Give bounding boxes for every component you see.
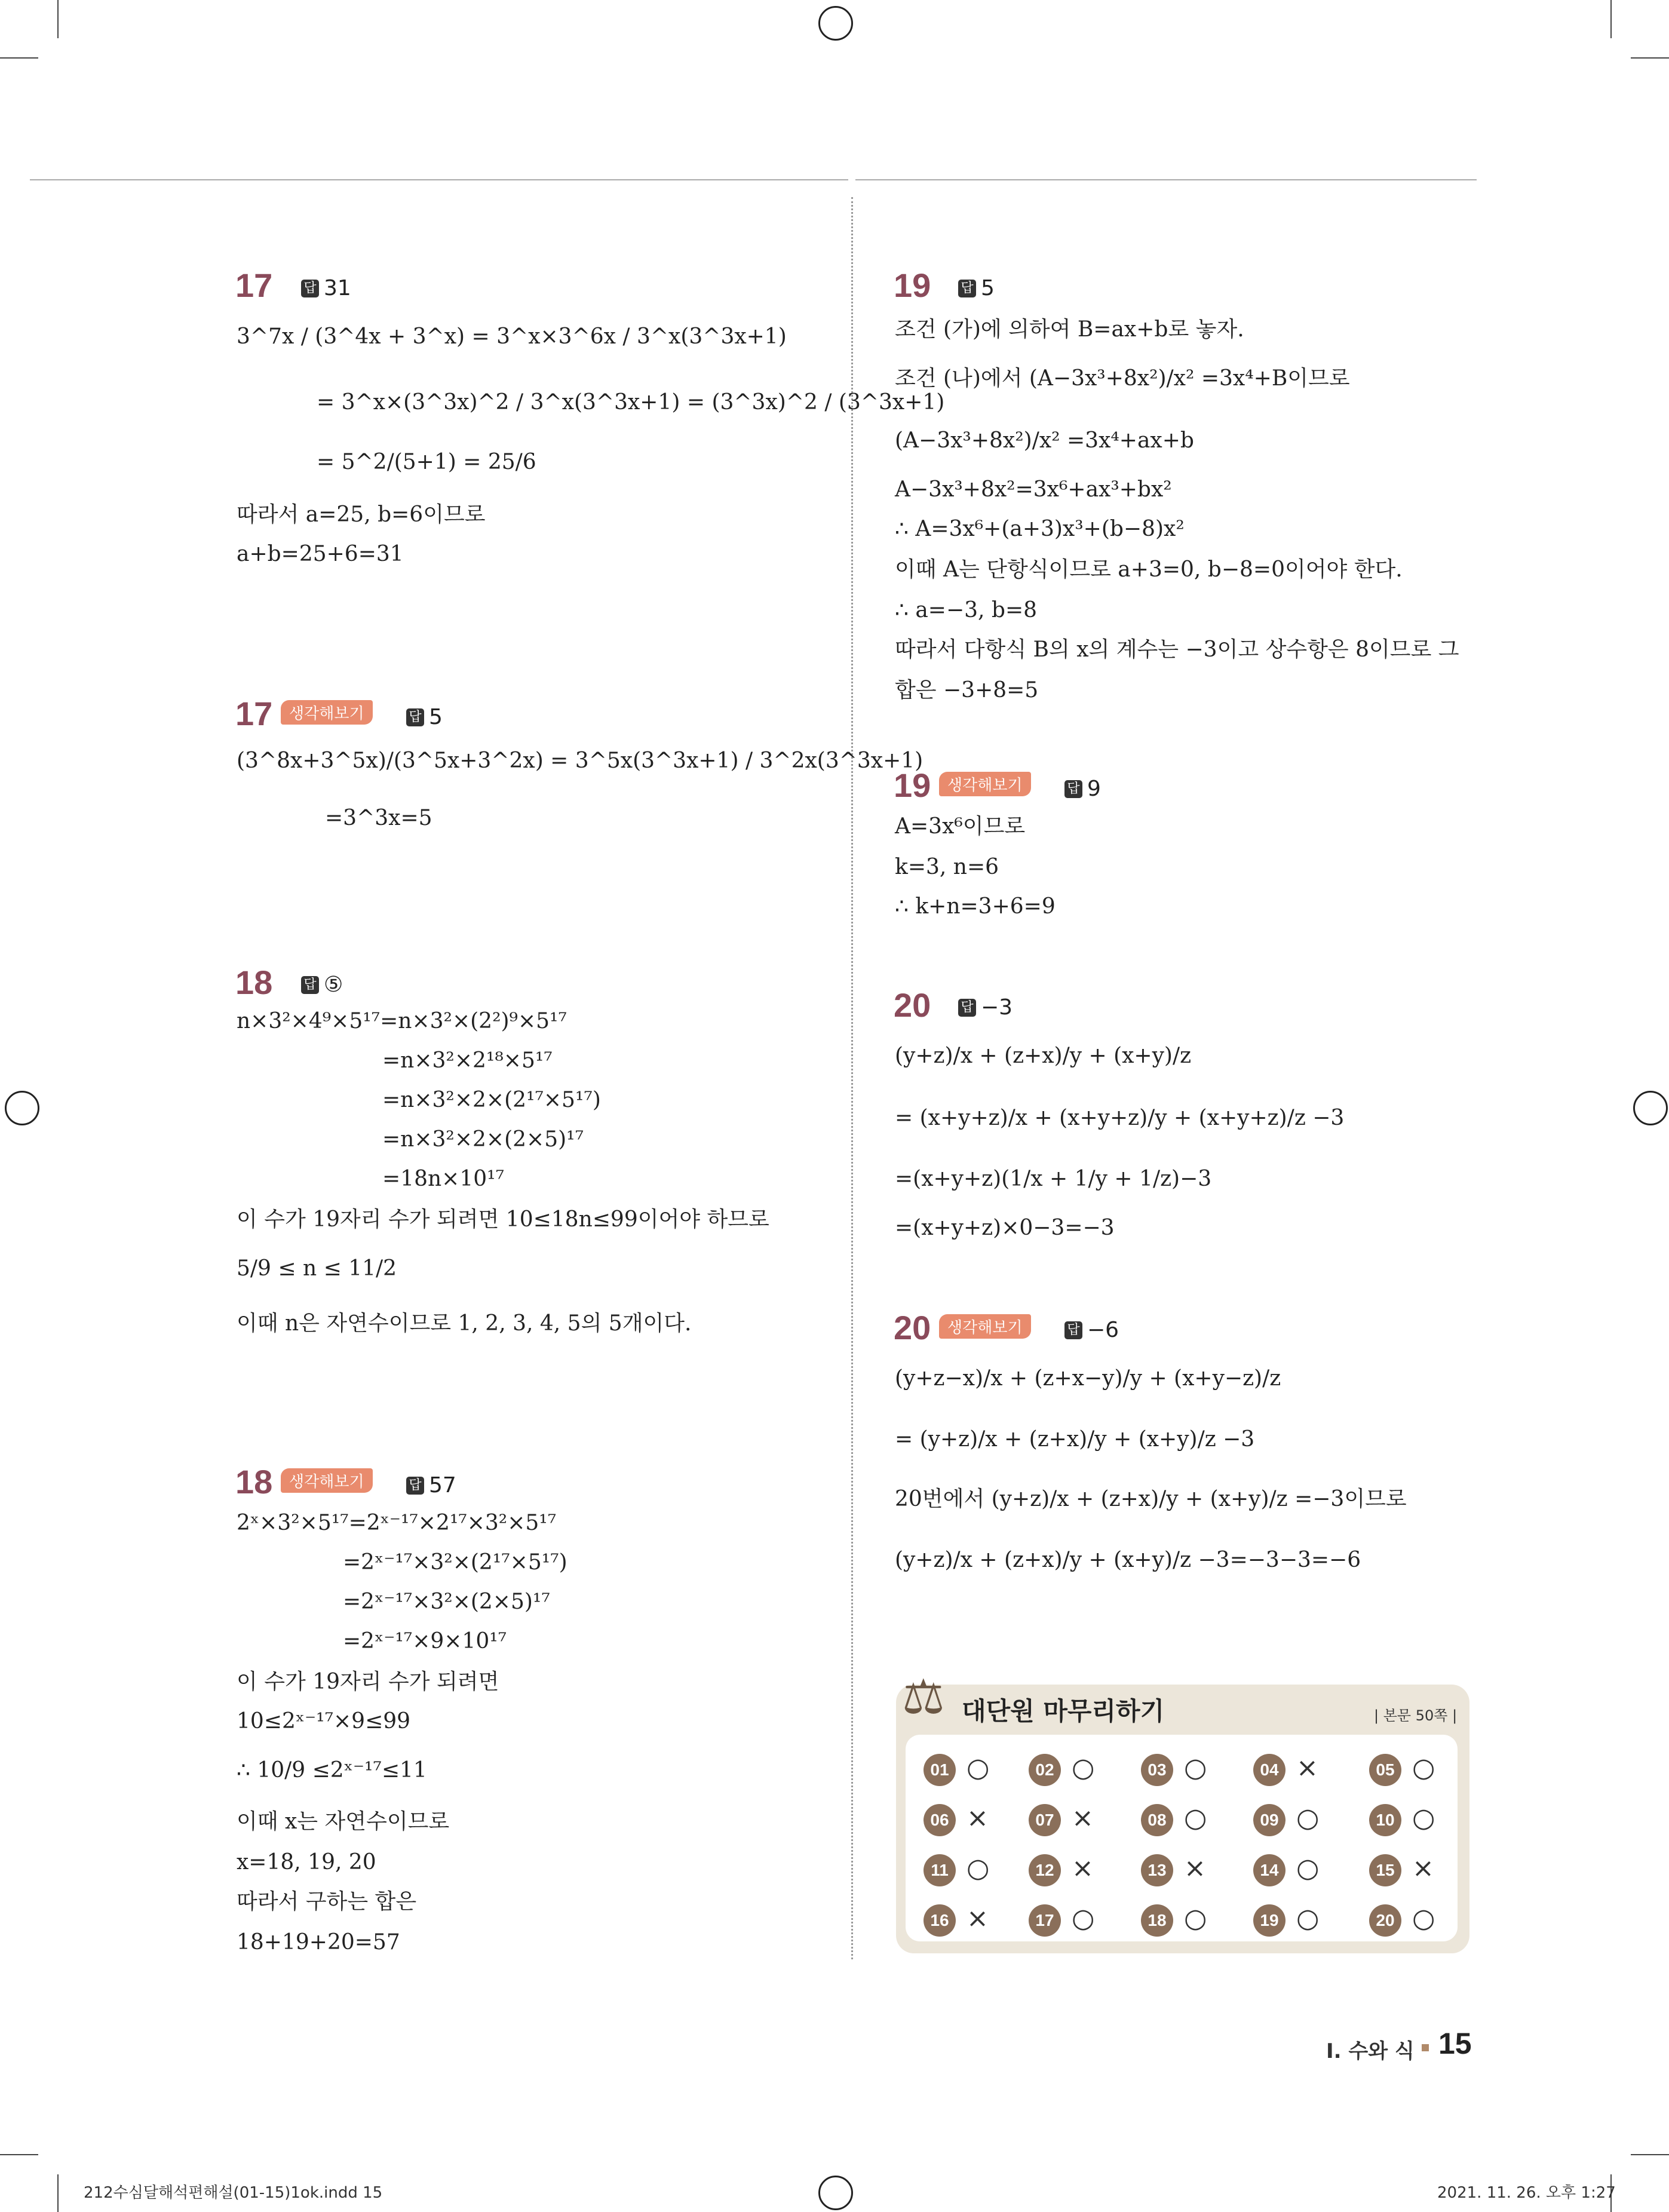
solution-line: =n×3²×2×(2¹⁷×5¹⁷): [382, 1088, 601, 1112]
review-item-number: 02: [1029, 1754, 1061, 1786]
crop-mark: [0, 2154, 38, 2155]
review-item-number: 19: [1253, 1904, 1286, 1937]
solution-line: ∴ A=3x⁶+(a+3)x³+(b−8)x²: [895, 517, 1185, 541]
review-item-mark: ×: [1072, 1803, 1094, 1833]
review-item-number: 18: [1141, 1904, 1173, 1937]
review-item-mark: ×: [1072, 1853, 1094, 1883]
solution-line: 3^7x / (3^4x + 3^x) = 3^x×3^6x / 3^x(3^3x+1): [237, 324, 787, 349]
registration-mark-right: [1633, 1091, 1668, 1125]
problem-number: 18: [235, 964, 273, 1001]
review-item-number: 07: [1029, 1804, 1061, 1836]
solution-line: (y+z)/x + (z+x)/y + (x+y)/z −3=−3−3=−6: [895, 1548, 1361, 1572]
top-frame-line: [30, 179, 848, 180]
solution-line: 합은 −3+8=5: [895, 678, 1039, 702]
problem-number: 17: [235, 695, 273, 732]
answer-icon: 답: [958, 999, 976, 1017]
crop-mark: [1631, 57, 1669, 59]
review-item-mark: ×: [967, 1803, 989, 1833]
review-item-mark: ○: [1296, 1803, 1320, 1833]
review-item-number: 12: [1029, 1854, 1061, 1886]
answer-icon: 답: [301, 280, 319, 297]
review-item-mark: ×: [1412, 1853, 1434, 1883]
review-item-number: 17: [1029, 1904, 1061, 1937]
review-item-mark: ○: [1296, 1903, 1320, 1934]
answer: [1064, 777, 1101, 801]
solution-line: 18+19+20=57: [237, 1930, 400, 1955]
review-item-mark: ○: [1412, 1903, 1435, 1934]
review-item-mark: ○: [1184, 1753, 1207, 1783]
solution-line: A−3x³+8x²=3x⁶+ax³+bx²: [895, 477, 1172, 502]
solution-line: 20번에서 (y+z)/x + (z+x)/y + (x+y)/z =−3이므로: [895, 1487, 1407, 1511]
answer-icon: 답: [406, 1477, 424, 1495]
answer-value: 9: [1087, 777, 1101, 801]
page-number: 15: [1438, 2027, 1472, 2060]
solution-line: k=3, n=6: [895, 855, 999, 879]
problem-number: 20: [894, 986, 931, 1024]
review-item-number: 03: [1141, 1754, 1173, 1786]
review-item-mark: ×: [1296, 1753, 1318, 1783]
solution-line: ∴ a=−3, b=8: [895, 598, 1038, 622]
solution-line: 이 수가 19자리 수가 되려면 10≤18n≤99이어야 하므로: [237, 1207, 769, 1232]
answer: [1064, 1318, 1119, 1342]
solution-line: ∴ 10/9 ≤2ˣ⁻¹⁷≤11: [237, 1758, 427, 1783]
solution-line: = 5^2/(5+1) = 25/6: [317, 450, 536, 474]
review-item-mark: ○: [1072, 1753, 1095, 1783]
answer: [301, 972, 343, 997]
solution-line: (y+z)/x + (z+x)/y + (x+y)/z: [895, 1044, 1192, 1068]
solution-line: =18n×10¹⁷: [382, 1167, 504, 1191]
answer-icon: 답: [406, 708, 424, 726]
crop-mark: [57, 0, 59, 38]
solution-line: 10≤2ˣ⁻¹⁷×9≤99: [237, 1709, 411, 1734]
review-item-number: 20: [1369, 1904, 1401, 1937]
review-item-number: 05: [1369, 1754, 1401, 1786]
crop-mark: [57, 2174, 59, 2212]
solution-line: 이 수가 19자리 수가 되려면: [237, 1670, 499, 1694]
answer-icon: 답: [958, 280, 976, 297]
file-name: 212수심달해석편해설(01-15)1ok.indd 15: [84, 2184, 383, 2202]
crop-mark: [1631, 2154, 1669, 2155]
solution-line: =n×3²×2¹⁸×5¹⁷: [382, 1048, 553, 1073]
solution-line: (3^8x+3^5x)/(3^5x+3^2x) = 3^5x(3^3x+1) / 3^2x(3^3x+1): [237, 748, 924, 773]
solution-line: (y+z−x)/x + (z+x−y)/y + (x+y−z)/z: [895, 1366, 1281, 1391]
answer-value: ⑤: [324, 972, 343, 997]
review-item-mark: ○: [1184, 1803, 1207, 1833]
solution-line: (A−3x³+8x²)/x² =3x⁴+ax+b: [895, 428, 1194, 453]
review-item-mark: ○: [1184, 1903, 1207, 1934]
review-title: 대단원 마무리하기: [962, 1696, 1165, 1726]
answer-icon: 답: [1064, 1321, 1082, 1339]
answer-icon: 답: [1064, 780, 1082, 798]
solution-line: =2ˣ⁻¹⁷×3²×(2×5)¹⁷: [343, 1590, 550, 1614]
solution-line: = (y+z)/x + (z+x)/y + (x+y)/z −3: [895, 1427, 1255, 1452]
registration-mark-left: [5, 1091, 39, 1125]
solution-line: x=18, 19, 20: [237, 1850, 376, 1874]
solution-line: A=3x⁶이므로: [895, 814, 1026, 839]
solution-line: ∴ k+n=3+6=9: [895, 894, 1056, 919]
registration-mark-top: [818, 6, 853, 41]
print-date: 2021. 11. 26. 오후 1:27: [1437, 2184, 1616, 2202]
review-item-mark: ×: [967, 1903, 989, 1934]
think-badge: 생각해보기: [281, 1468, 373, 1493]
review-item-number: 08: [1141, 1804, 1173, 1836]
think-badge: 생각해보기: [939, 1314, 1031, 1339]
answer-value: −6: [1087, 1318, 1119, 1342]
answer: [958, 995, 1013, 1020]
solution-line: 이때 x는 자연수이므로: [237, 1809, 450, 1834]
problem-number: 17: [235, 266, 273, 304]
chapter-bullet: [1422, 2044, 1429, 2051]
review-item-mark: ○: [1296, 1853, 1320, 1883]
solution-line: 조건 (나)에서 (A−3x³+8x²)/x² =3x⁴+B이므로: [895, 366, 1350, 391]
review-item-mark: ○: [967, 1853, 990, 1883]
review-item-number: 09: [1253, 1804, 1286, 1836]
review-item-number: 15: [1369, 1854, 1401, 1886]
problem-number: 18: [235, 1463, 273, 1501]
review-item-number: 01: [924, 1754, 956, 1786]
answer-value: 57: [429, 1473, 456, 1498]
answer-value: 5: [429, 705, 443, 729]
top-frame-line: [855, 179, 1477, 180]
solution-line: =3^3x=5: [325, 806, 432, 830]
review-page-ref: | 본문 50쪽 |: [1374, 1707, 1458, 1724]
review-item-mark: ○: [1412, 1803, 1435, 1833]
solution-line: 5/9 ≤ n ≤ 11/2: [237, 1256, 397, 1281]
problem-number: 19: [894, 266, 931, 304]
solution-line: =2ˣ⁻¹⁷×3²×(2¹⁷×5¹⁷): [343, 1550, 567, 1575]
chapter-label: I. 수와 식: [1326, 2039, 1415, 2063]
solution-line: = (x+y+z)/x + (x+y+z)/y + (x+y+z)/z −3: [895, 1106, 1345, 1130]
solution-line: 따라서 a=25, b=6이므로: [237, 502, 486, 527]
review-item-number: 06: [924, 1804, 956, 1836]
registration-mark-bottom: [818, 2176, 853, 2210]
solution-line: 2ˣ×3²×5¹⁷=2ˣ⁻¹⁷×2¹⁷×3²×5¹⁷: [237, 1511, 557, 1535]
review-item-number: 16: [924, 1904, 956, 1937]
answer-value: 5: [981, 276, 995, 300]
solution-line: 조건 (가)에 의하여 B=ax+b로 놓자.: [895, 317, 1244, 342]
crop-mark: [1610, 0, 1612, 38]
solution-line: =(x+y+z)(1/x + 1/y + 1/z)−3: [895, 1167, 1212, 1191]
review-item-number: 13: [1141, 1854, 1173, 1886]
solution-line: 따라서 구하는 합은: [237, 1889, 417, 1914]
solution-line: 이때 n은 자연수이므로 1, 2, 3, 4, 5의 5개이다.: [237, 1311, 692, 1336]
solution-line: 이때 A는 단항식이므로 a+3=0, b−8=0이어야 한다.: [895, 557, 1403, 582]
review-item-mark: ×: [1184, 1853, 1206, 1883]
solution-line: a+b=25+6=31: [237, 542, 404, 566]
answer: [406, 1473, 456, 1498]
review-item-number: 04: [1253, 1754, 1286, 1786]
crop-mark: [0, 57, 38, 59]
answer-value: −3: [981, 995, 1013, 1020]
review-item-mark: ○: [1072, 1903, 1095, 1934]
review-item-number: 11: [924, 1854, 956, 1886]
review-item-mark: ○: [967, 1753, 990, 1783]
answer: [406, 705, 443, 729]
solution-line: n×3²×4⁹×5¹⁷=n×3²×(2²)⁹×5¹⁷: [237, 1009, 567, 1033]
answer: [301, 276, 351, 300]
solution-line: 따라서 다항식 B의 x의 계수는 −3이고 상수항은 8이므로 그: [895, 637, 1459, 662]
solution-line: =n×3²×2×(2×5)¹⁷: [382, 1127, 584, 1152]
answer-value: 31: [324, 276, 351, 300]
review-item-number: 14: [1253, 1854, 1286, 1886]
solution-line: =(x+y+z)×0−3=−3: [895, 1216, 1115, 1240]
answer: [958, 276, 995, 300]
problem-number: 20: [894, 1309, 931, 1346]
problem-number: 19: [894, 766, 931, 804]
solution-line: =2ˣ⁻¹⁷×9×10¹⁷: [343, 1629, 507, 1653]
review-item-number: 10: [1369, 1804, 1401, 1836]
think-badge: 생각해보기: [939, 772, 1031, 796]
column-divider: [851, 197, 853, 1959]
solution-line: = 3^x×(3^3x)^2 / 3^x(3^3x+1) = (3^3x)^2 / (3^3x+1): [317, 390, 945, 415]
answer-icon: 답: [301, 976, 319, 994]
review-item-mark: ○: [1412, 1753, 1435, 1783]
compass-icon: ⚖: [902, 1669, 945, 1725]
think-badge: 생각해보기: [281, 700, 373, 725]
